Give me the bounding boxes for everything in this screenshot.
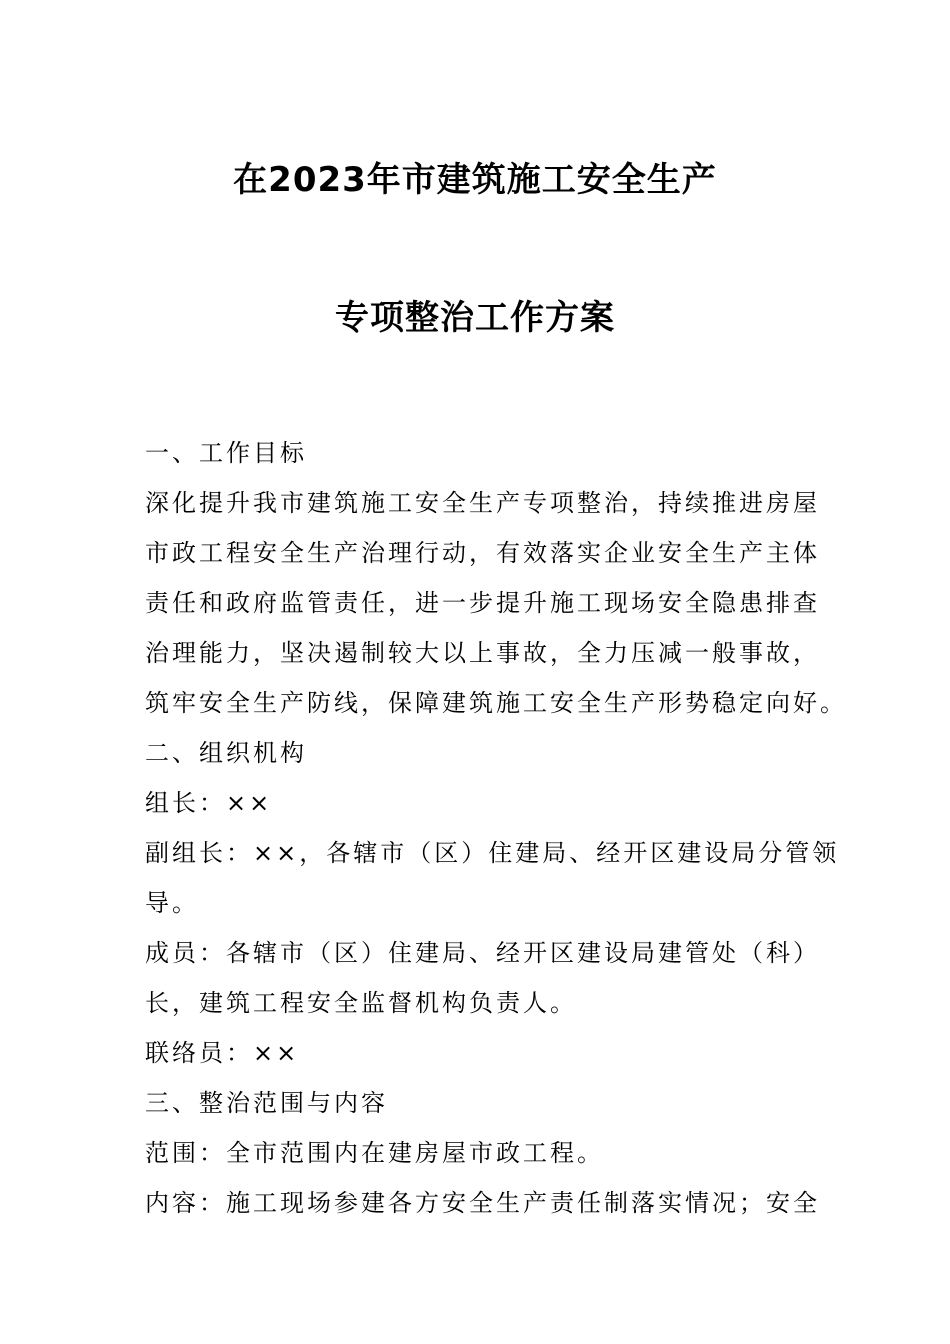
scope-line: 范围：全市范围内在建房屋市政工程。: [145, 1139, 604, 1167]
section-heading-organization: 二、组织机构: [145, 739, 307, 767]
members-line-cont: 长，建筑工程安全监督机构负责人。: [145, 989, 577, 1017]
paragraph-line: 深化提升我市建筑施工安全生产专项整治，持续推进房屋: [145, 489, 820, 517]
document-body: [145, 428, 847, 1228]
paragraph-line: 筑牢安全生产防线，保障建筑施工安全生产形势稳定向好。: [145, 689, 847, 717]
paragraph-line: 市政工程安全生产治理行动，有效落实企业安全生产主体: [145, 539, 820, 567]
members-line: 成员：各辖市（区）住建局、经开区建设局建管处（科）: [145, 939, 820, 967]
paragraph-line: 责任和政府监管责任，进一步提升施工现场安全隐患排查: [145, 589, 820, 617]
section-heading-work-goals: 一、工作目标: [145, 439, 307, 467]
document-title-line-1: 在2023年市建筑施工安全生产: [233, 160, 717, 200]
content-line: 内容：施工现场参建各方安全生产责任制落实情况；安全: [145, 1189, 820, 1217]
document-title-line-2: 专项整治工作方案: [335, 298, 615, 338]
deputy-leader-line: 副组长：××，各辖市（区）住建局、经开区建设局分管领: [145, 839, 840, 867]
deputy-leader-line-cont: 导。: [145, 889, 199, 917]
paragraph-line: 治理能力，坚决遏制较大以上事故，全力压减一般事故，: [145, 639, 820, 667]
liaison-line: 联络员：××: [145, 1039, 300, 1067]
section-heading-scope-content: 三、整治范围与内容: [145, 1089, 388, 1117]
team-leader-line: 组长：××: [145, 789, 273, 817]
